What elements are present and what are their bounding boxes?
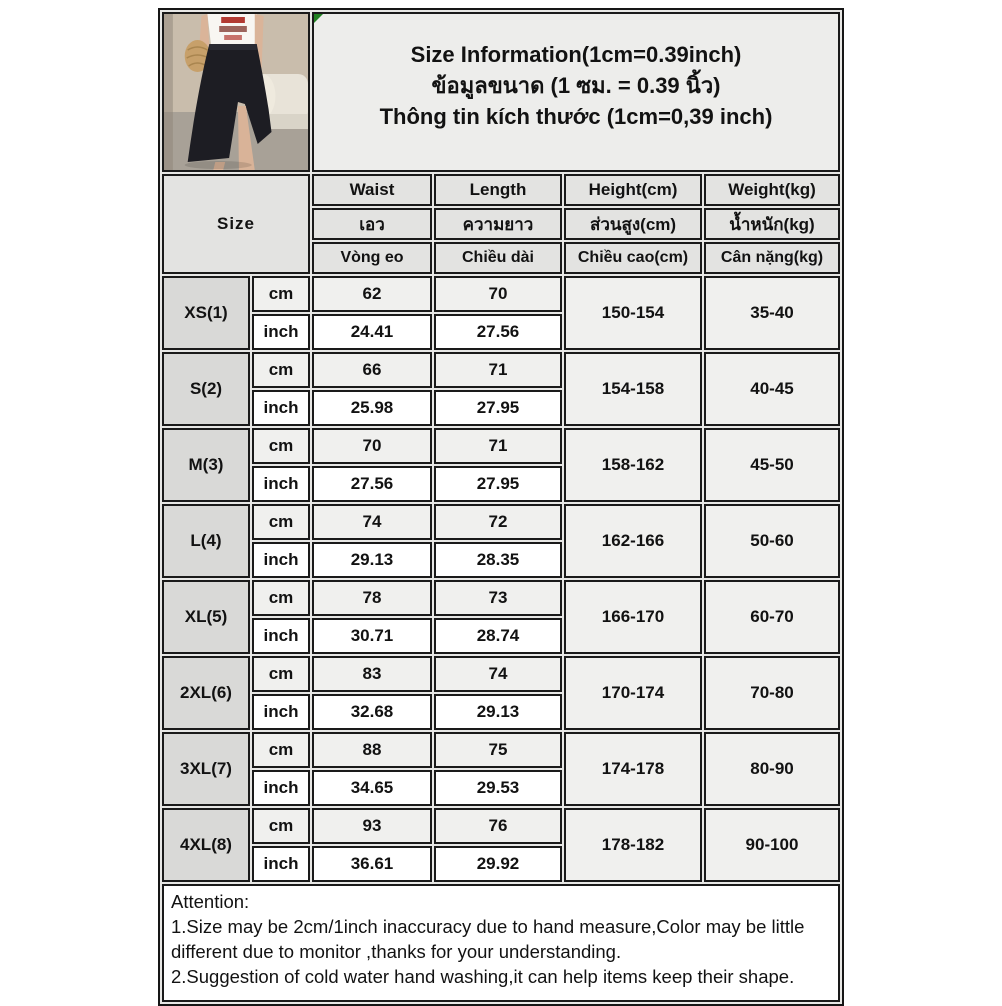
column-header-height-th: ส่วนสูง(cm)	[564, 208, 702, 240]
weight-range-value: 50-60	[704, 504, 840, 578]
size-label: S(2)	[162, 352, 250, 426]
length-inch-value: 28.35	[434, 542, 562, 578]
length-cm-value: 75	[434, 732, 562, 768]
size-info-title	[314, 39, 838, 146]
size-row-cm	[162, 808, 840, 844]
weight-range-value: 45-50	[704, 428, 840, 502]
waist-cm-value: 70	[312, 428, 432, 464]
column-header-length-vi: Chiều dài	[434, 242, 562, 274]
length-inch-value: 29.13	[434, 694, 562, 730]
unit-inch-label: inch	[252, 390, 310, 426]
weight-range-value: 90-100	[704, 808, 840, 882]
title-vietnamese: Thông tin kích thước (1cm=0,39 inch)	[379, 103, 773, 129]
length-inch-value: 29.53	[434, 770, 562, 806]
waist-inch-value: 29.13	[312, 542, 432, 578]
length-cm-value: 76	[434, 808, 562, 844]
length-inch-value: 27.95	[434, 390, 562, 426]
column-header-height-vi: Chiều cao(cm)	[564, 242, 702, 274]
waist-inch-value: 34.65	[312, 770, 432, 806]
attention-note-1: 1.Size may be 2cm/1inch inaccuracy due to hand measure,Color may be little different due to monitor ,thanks for your understanding.	[171, 916, 805, 962]
size-rows	[162, 276, 840, 882]
unit-inch-label: inch	[252, 694, 310, 730]
size-row-cm	[162, 276, 840, 312]
waist-inch-value: 36.61	[312, 846, 432, 882]
unit-cm-label: cm	[252, 808, 310, 844]
size-label: 4XL(8)	[162, 808, 250, 882]
size-chart-sheet	[158, 8, 840, 1006]
column-header-length: Length	[434, 174, 562, 206]
unit-cm-label: cm	[252, 580, 310, 616]
length-inch-value: 29.92	[434, 846, 562, 882]
column-header-waist-th: เอว	[312, 208, 432, 240]
length-inch-value: 28.74	[434, 618, 562, 654]
unit-inch-label: inch	[252, 542, 310, 578]
size-row-cm	[162, 352, 840, 388]
title-thai: ข้อมูลขนาด (1 ซม. = 0.39 นิ้ว)	[431, 72, 721, 98]
waist-inch-value: 32.68	[312, 694, 432, 730]
waist-cm-value: 88	[312, 732, 432, 768]
unit-inch-label: inch	[252, 846, 310, 882]
waist-inch-value: 24.41	[312, 314, 432, 350]
unit-cm-label: cm	[252, 352, 310, 388]
attention-heading: Attention:	[171, 891, 250, 912]
size-label: 3XL(7)	[162, 732, 250, 806]
column-header-length-th: ความยาว	[434, 208, 562, 240]
height-range-value: 174-178	[564, 732, 702, 806]
size-label: 2XL(6)	[162, 656, 250, 730]
column-header-weight: Weight(kg)	[704, 174, 840, 206]
attention-note	[162, 884, 840, 1002]
unit-cm-label: cm	[252, 504, 310, 540]
length-cm-value: 71	[434, 352, 562, 388]
size-row-cm	[162, 428, 840, 464]
length-cm-value: 71	[434, 428, 562, 464]
title-english: Size Information(1cm=0.39inch)	[410, 41, 742, 67]
size-info-title-cell	[312, 12, 840, 172]
unit-cm-label: cm	[252, 276, 310, 312]
unit-inch-label: inch	[252, 618, 310, 654]
height-range-value: 170-174	[564, 656, 702, 730]
length-inch-value: 27.56	[434, 314, 562, 350]
weight-range-value: 35-40	[704, 276, 840, 350]
weight-range-value: 80-90	[704, 732, 840, 806]
size-row-cm	[162, 580, 840, 616]
column-header-waist-vi: Vòng eo	[312, 242, 432, 274]
height-range-value: 162-166	[564, 504, 702, 578]
size-header: Size	[162, 174, 310, 274]
height-range-value: 154-158	[564, 352, 702, 426]
waist-cm-value: 93	[312, 808, 432, 844]
header-row-english	[162, 174, 840, 206]
length-cm-value: 70	[434, 276, 562, 312]
waist-inch-value: 25.98	[312, 390, 432, 426]
waist-cm-value: 83	[312, 656, 432, 692]
column-header-weight-th: น้ำหนัก(kg)	[704, 208, 840, 240]
waist-cm-value: 78	[312, 580, 432, 616]
column-header-waist: Waist	[312, 174, 432, 206]
weight-range-value: 70-80	[704, 656, 840, 730]
weight-range-value: 40-45	[704, 352, 840, 426]
length-inch-value: 27.95	[434, 466, 562, 502]
size-row-cm	[162, 732, 840, 768]
length-cm-value: 72	[434, 504, 562, 540]
height-range-value: 166-170	[564, 580, 702, 654]
product-photo	[164, 14, 308, 170]
size-row-cm	[162, 504, 840, 540]
top-section	[162, 12, 840, 274]
product-photo-cell	[162, 12, 310, 172]
waist-inch-value: 30.71	[312, 618, 432, 654]
size-label: L(4)	[162, 504, 250, 578]
size-label: M(3)	[162, 428, 250, 502]
weight-range-value: 60-70	[704, 580, 840, 654]
length-cm-value: 73	[434, 580, 562, 616]
size-label: XL(5)	[162, 580, 250, 654]
waist-cm-value: 62	[312, 276, 432, 312]
waist-cm-value: 74	[312, 504, 432, 540]
unit-inch-label: inch	[252, 314, 310, 350]
unit-cm-label: cm	[252, 656, 310, 692]
footer-section	[162, 884, 840, 1002]
unit-inch-label: inch	[252, 770, 310, 806]
unit-inch-label: inch	[252, 466, 310, 502]
column-header-weight-vi: Cân nặng(kg)	[704, 242, 840, 274]
attention-row	[162, 884, 840, 1002]
unit-cm-label: cm	[252, 732, 310, 768]
size-label: XS(1)	[162, 276, 250, 350]
height-range-value: 150-154	[564, 276, 702, 350]
unit-cm-label: cm	[252, 428, 310, 464]
attention-note-2: 2.Suggestion of cold water hand washing,it can help items keep their shape.	[171, 966, 795, 987]
height-range-value: 158-162	[564, 428, 702, 502]
length-cm-value: 74	[434, 656, 562, 692]
green-corner-marker-icon	[312, 12, 325, 25]
size-row-cm	[162, 656, 840, 692]
waist-cm-value: 66	[312, 352, 432, 388]
height-range-value: 178-182	[564, 808, 702, 882]
column-header-height: Height(cm)	[564, 174, 702, 206]
size-table	[158, 8, 844, 1006]
waist-inch-value: 27.56	[312, 466, 432, 502]
top-row	[162, 12, 840, 172]
